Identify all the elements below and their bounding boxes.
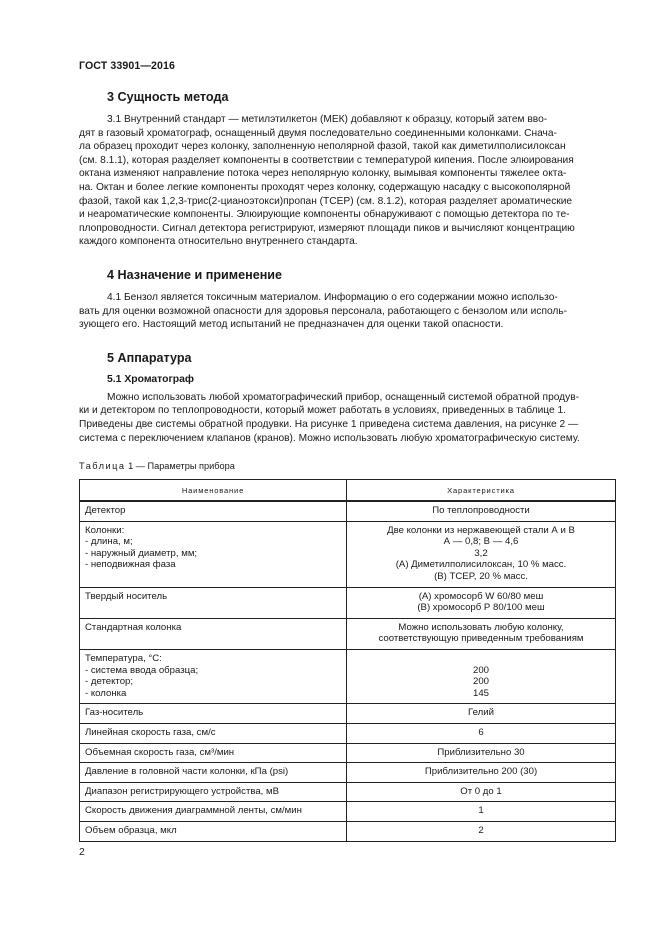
parameter-value-cell [347, 587, 616, 618]
table-header-value: Характеристика [347, 480, 616, 502]
text-line: система с переключением клапанов (кранов). Можно использовать любую хроматографическую систему. [79, 432, 580, 444]
parameter-value: Две колонки из нержавеющей стали А и В [387, 524, 575, 536]
table-row [80, 821, 616, 841]
text-line: фазой, такой как 1,2,3-трис(2-цианоэтокси)пропан (TCEP) (см. 8.1.2), которая разделяет ароматические [79, 195, 573, 207]
parameter-value: Приблизительно 200 (30) [424, 766, 538, 778]
parameter-value: 200 [472, 676, 489, 688]
parameter-value: (А) Диметилполисилоксан, 10 % масс. [395, 559, 567, 571]
parameter-name-cell [80, 821, 347, 841]
parameter-name-cell [80, 724, 347, 744]
parameter-name: Детектор [85, 505, 126, 517]
parameter-value [352, 653, 610, 665]
section-3 [79, 90, 615, 249]
parameter-value: (А) хромосорб W 60/80 меш [418, 590, 544, 602]
parameter-value-cell [347, 782, 616, 802]
table-row [80, 501, 616, 521]
section-3-title: 3 Сущность метода [107, 90, 229, 104]
parameter-value: По теплопроводности [432, 505, 530, 517]
table-header-name: Наименование [80, 480, 347, 502]
parameter-value: А — 0,8; В — 4,6 [443, 536, 519, 548]
parameter-value-cell [347, 650, 616, 704]
text-line: плопроводности. Сигнал детектора регистрируют, измеряют площади пиков и вычисляют концентрацию [79, 222, 575, 234]
parameter-value-cell [347, 501, 616, 521]
parameter-name: Объемная скорость газа, см³/мин [85, 746, 235, 758]
text-line: дят в газовый хроматограф, оснащенный двумя последовательно соединенными колонками. Снача- [79, 127, 557, 139]
parameter-value-cell [347, 821, 616, 841]
parameter-value: соответствующую приведенным требованиям [378, 633, 584, 645]
text-line: и неароматические компоненты. Элюирующие компоненты обнаруживают с помощью детектора по те- [79, 209, 570, 221]
parameter-name-cell [80, 763, 347, 783]
parameter-name: Объем образца, мкл [85, 824, 177, 836]
parameter-value-cell [347, 724, 616, 744]
parameter-value: 1 [478, 805, 484, 817]
text-line: (см. 8.1.1), которая разделяет компоненты в соответствии с температурой кипения. После элюирования [79, 154, 574, 166]
parameter-value: Можно использовать любую колонку, [398, 621, 564, 633]
table-body [80, 501, 616, 841]
parameter-name-cell [80, 587, 347, 618]
parameter-value: Приблизительно 30 [437, 746, 525, 758]
section-4 [79, 268, 615, 332]
parameter-value-cell [347, 743, 616, 763]
parameter-name: Скорость движения диаграммной ленты, см/мин [85, 805, 302, 817]
table-row [80, 763, 616, 783]
table-row [80, 724, 616, 744]
parameter-name-cell [80, 521, 347, 587]
subsection-5-1-title: 5.1 Хроматограф [107, 373, 194, 385]
parameter-name: Стандартная колонка [85, 621, 182, 633]
text-line: ла образец проходит через колонку, заполненную неполярной фазой, такой как диметилполисилоксан [79, 141, 566, 153]
parameters-table [79, 479, 616, 841]
parameter-value: 2 [478, 824, 484, 836]
text-line: октана изменяют направление потока через неполярную колонку, вымывая компоненты тяжелее окта- [79, 168, 567, 180]
text-line: Можно использовать любой хроматографический прибор, оснащенный системой обратной продув- [107, 391, 580, 403]
text-line: 4.1 Бензол является токсичным материалом. Информацию о его содержании можно использо- [107, 291, 558, 303]
table-header-row [80, 480, 616, 502]
page-content [79, 90, 615, 842]
table-row [80, 587, 616, 618]
parameter-name: Твердый носитель [85, 590, 168, 602]
parameter-value: Гелий [468, 707, 494, 719]
table-row [80, 802, 616, 822]
table-row [80, 521, 616, 587]
parameter-name-cell [80, 743, 347, 763]
parameter-value: 3,2 [474, 547, 488, 559]
table-row [80, 650, 616, 704]
table-caption-text: 1 — Параметры прибора [125, 461, 235, 472]
parameter-name-cell [80, 802, 347, 822]
parameter-name: - колонка [85, 687, 127, 699]
parameter-value-cell [347, 763, 616, 783]
parameter-name-cell [80, 704, 347, 724]
section-3-paragraph [79, 113, 615, 249]
parameter-value-cell [347, 618, 616, 649]
parameter-name: Диапазон регистрирующего устройства, мВ [85, 785, 280, 797]
text-line: вать для оценки возможной опасности для здоровья персонала, работающего с бензолом или исполь- [79, 305, 568, 317]
text-line: каждого компонента относительно внутреннего стандарта. [79, 236, 358, 248]
text-line: Приведены две системы обратной продувки. На рисунке 1 приведена система давления, на рисунке 2 — [79, 418, 579, 430]
parameter-value: От 0 до 1 [460, 785, 502, 797]
section-4-title: 4 Назначение и применение [107, 267, 283, 282]
table-caption-prefix: Таблица [79, 461, 126, 472]
table-row [80, 618, 616, 649]
parameter-name: - наружный диаметр, мм; [85, 547, 198, 559]
text-line: зующего его. Настоящий метод испытаний не предназначен для оценки такой опасности. [79, 319, 504, 331]
parameter-value: (В) TCEP, 20 % масс. [434, 571, 528, 583]
text-line: 3.1 Внутренний стандарт — метилэтилкетон (МЕК) добавляют к образцу, который затем вво- [107, 114, 548, 125]
parameter-name: Газ-носитель [85, 707, 144, 719]
parameter-name-cell [80, 650, 347, 704]
parameter-name-cell [80, 618, 347, 649]
parameter-name: Линейная скорость газа, см/с [85, 727, 216, 738]
parameter-name: Температура, °С: [85, 653, 162, 665]
parameter-value-cell [347, 704, 616, 724]
parameter-value: 6 [478, 727, 484, 738]
table-caption [79, 461, 615, 471]
page-number: 2 [79, 847, 85, 858]
parameter-value-cell [347, 802, 616, 822]
parameter-value: 145 [472, 687, 489, 699]
parameter-value: (В) хромосорб Р 80/100 меш [417, 602, 545, 614]
parameter-name: - детектор; [85, 676, 134, 688]
section-5-paragraph [79, 391, 615, 445]
parameter-name: - длина, м; [85, 536, 133, 548]
parameter-name: - система ввода образца; [85, 664, 199, 676]
section-5 [79, 351, 615, 445]
section-4-paragraph [79, 291, 615, 332]
text-line: на. Октан и более легкие компоненты проходят через колонку, содержащую насадку с высокополярной [79, 181, 571, 193]
table-row [80, 782, 616, 802]
parameter-name: - неподвижная фаза [85, 559, 176, 571]
parameter-name-cell [80, 782, 347, 802]
parameter-name-cell [80, 501, 347, 521]
text-line: ки и детектором по теплопроводности, который может работать в условиях, приведенных в таблице 1. [79, 405, 567, 417]
parameter-name: Давление в головной части колонки, кПа (psi) [85, 766, 289, 778]
document-header: ГОСТ 33901—2016 [79, 60, 176, 72]
parameter-value: 200 [472, 664, 489, 676]
parameter-name: Колонки: [85, 524, 125, 536]
parameter-value-cell [347, 521, 616, 587]
section-5-title: 5 Аппаратура [107, 350, 192, 365]
table-row [80, 704, 616, 724]
table-row [80, 743, 616, 763]
